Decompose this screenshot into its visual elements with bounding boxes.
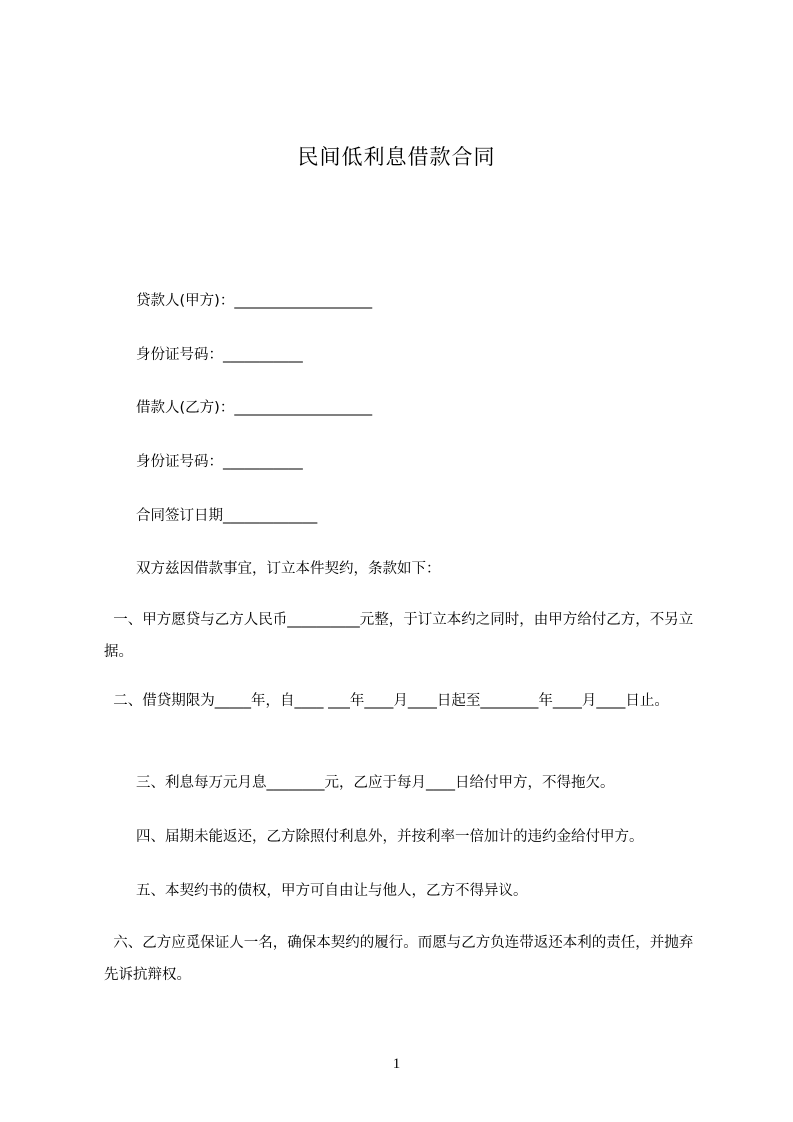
intro-paragraph: 双方兹因借款事宜，订立本件契约，条款如下： (136, 561, 441, 577)
clause-2: 二、借贷期限为_____年，自____ ___年____月____日起至________年____月____日止。 (104, 693, 669, 709)
borrower-field: 借款人(乙方)：___________________ (136, 400, 373, 416)
lender-id-field: 身份证号码：___________ (136, 347, 303, 363)
clause-1: 一、甲方愿贷与乙方人民币__________元整，于订立本约之同时，由甲方给付乙方，不另立据。 (104, 612, 694, 660)
clause-6: 六、乙方应觅保证人一名，确保本契约的履行。而愿与乙方负连带返还本利的责任，并抛弃先诉抗辩权。 (104, 935, 694, 983)
clause-3: 三、利息每万元月息________元，乙应于每月____日给付甲方，不得拖欠。 (136, 775, 615, 791)
clause-5: 五、本契约书的债权，甲方可自由让与他人，乙方不得异议。 (136, 883, 528, 899)
lender-field: 贷款人(甲方)：___________________ (136, 293, 373, 309)
page-number: 1 (392, 1056, 401, 1072)
document-title: 民间低利息借款合同 (297, 145, 496, 169)
borrower-id-field: 身份证号码：___________ (136, 454, 303, 470)
clause-4: 四、届期未能返还，乙方除照付利息外，并按利率一倍加计的违约金给付甲方。 (136, 829, 644, 845)
sign-date-field: 合同签订日期_____________ (136, 508, 318, 524)
